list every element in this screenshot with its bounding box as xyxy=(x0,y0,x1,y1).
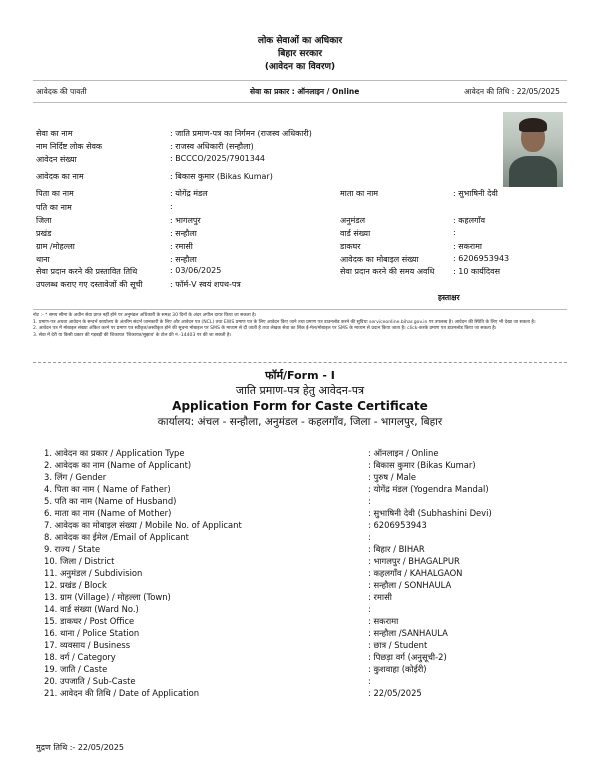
form-row-value: : बिहार / BIHAR xyxy=(368,544,425,554)
form-row-label: 18. वर्ग / Category xyxy=(44,652,116,662)
form-row-label: 9. राज्य / State xyxy=(44,544,101,554)
block-value: : सन्हौला xyxy=(170,229,197,238)
divider xyxy=(33,80,567,81)
form-row-label: 7. आवेदक का मोबाइल संख्या / Mobile No. of Applicant xyxy=(44,520,242,530)
form-row-label: 21. आवेदन की तिथि / Date of Application xyxy=(44,688,200,698)
form-row-label: 1. आवेदन का प्रकार / Application Type xyxy=(44,448,185,458)
form-row-label: 16. थाना / Police Station xyxy=(44,628,140,638)
note-line: 2. आवेदन पत्र में मोबाइल संख्या अंकित करने पर प्रमाण पत्र स्वीकृत/अस्वीकृत होने की सूचना मोबाइल पर SMS के माध्यम से दी जाती है तथा लेखक सेवा का लिंक ई-मेल/मोबाइल पर SMS के माध्यम से प्रदान किया जाता है। click-करके प्रमाण पत्र डाउनलोड किया जा सकता है। xyxy=(33,326,497,331)
form-row-value: : 6206953943 xyxy=(368,520,427,530)
ward-value: : xyxy=(453,228,456,237)
form-row-label: 3. लिंग / Gender xyxy=(44,472,107,482)
applicant-photo xyxy=(503,112,563,187)
subdivision-value: : कहलगाँव xyxy=(453,216,486,225)
form-row-label: 20. उपजाति / Sub-Caste xyxy=(44,676,136,686)
divider xyxy=(33,102,567,103)
receipt-label: आवेदक की पावती xyxy=(36,87,87,96)
form-row-value: : छात्र / Student xyxy=(368,640,428,650)
form-row-value: : xyxy=(368,676,371,686)
form-row-label: 6. माता का नाम (Name of Mother) xyxy=(44,508,172,518)
form-row-value: : 22/05/2025 xyxy=(368,688,422,698)
documents-label: उपलब्ध कराए गए दस्तावेजों की सूची xyxy=(36,280,143,289)
post-office-value: : सकरामा xyxy=(453,242,482,251)
police-station-label: थाना xyxy=(36,255,50,264)
mother-label: माता का नाम xyxy=(340,189,379,198)
form-subtitle-english: Application Form for Caste Certificate xyxy=(172,399,428,413)
form-row-label: 15. डाकघर / Post Office xyxy=(44,616,135,626)
district-value: : भागलपुर xyxy=(170,216,201,225)
form-subtitle-hindi: जाति प्रमाण-पत्र हेतु आवेदन-पत्र xyxy=(235,384,365,397)
detail-label: सेवा का नाम xyxy=(36,129,73,138)
form-row-value: : पिछड़ा वर्ग (अनुसूची-2) xyxy=(368,652,447,662)
form-row-label: 2. आवेदक का नाम (Name of Applicant) xyxy=(44,460,192,470)
form-row-value: : xyxy=(368,496,371,506)
form-row-value: : बिकास कुमार (Bikas Kumar) xyxy=(368,460,476,470)
form-row-value: : भागलपुर / BHAGALPUR xyxy=(368,556,460,566)
detail-label: नाम निर्दिष्ट लोक सेवक xyxy=(36,142,103,151)
mother-value: : सुभाषिनी देवी xyxy=(453,189,498,198)
form-row-value: : xyxy=(368,532,371,542)
detail-value: : जाति प्रमाण-पत्र का निर्गमन (राजस्व अधिकारी) xyxy=(170,129,312,138)
form-row-value: : xyxy=(368,604,371,614)
husband-label: पति का नाम xyxy=(36,203,72,212)
form-row-label: 14. वार्ड संख्या (Ward No.) xyxy=(44,604,139,614)
header-line-2: बिहार सरकार xyxy=(277,49,323,59)
police-station-value: : सन्हौला xyxy=(170,255,197,264)
note-line: नोट :- * समय सीमा के अधीन सेवा प्राप्त नहीं होने पर अनुमंडल अधिकारी के समक्ष 30 दिनों के अंदर अपील दायर किया जा सकता है। xyxy=(33,313,257,318)
detail-value: : बिकास कुमार (Bikas Kumar) xyxy=(170,172,273,181)
block-label: प्रखंड xyxy=(36,229,52,238)
form-row-value: : सन्हौला / SONHAULA xyxy=(368,580,452,590)
print-date: मुद्रण तिथि :- 22/05/2025 xyxy=(36,743,124,752)
village-label: ग्राम /मोहल्ला xyxy=(36,242,75,251)
detail-label: आवेदक का नाम xyxy=(36,172,84,181)
form-row-value: : पुरुष / Male xyxy=(368,472,417,482)
header-line-1: लोक सेवाओं का अधिकार xyxy=(257,36,343,46)
detail-value: : राजस्व अधिकारी (सन्हौला) xyxy=(170,142,254,151)
father-label: पिता का नाम xyxy=(36,189,74,198)
ward-label: वार्ड संख्या xyxy=(340,229,371,238)
proposed-date-value: : 03/06/2025 xyxy=(170,266,222,275)
note-line: 1. प्रमाण-पत्र अथवा आवेदन के सन्दर्भ कार्यालय के अंतरिम संदर्भ जानकारी के लिए और आवेदन पत्र (NCL) तथा EWS प्रमाण पत्र के लिए आवेदन किए जाने तथा प्रमाण पत्र डाउनलोड करने की सुविधा serviceonline.bihar.gov.in पर उपलब्ध है। आवेदन की स्थिति के लिए भी देखा जा सकता है। xyxy=(33,319,536,325)
duration-label: सेवा प्रदान करने की समय अवधि xyxy=(340,267,435,276)
mobile-label: आवेदक का मोबाइल संख्या xyxy=(340,255,419,264)
header-line-3: (आवेदन का विवरण) xyxy=(264,62,336,72)
duration-value: : 10 कार्यदिवस xyxy=(453,267,500,276)
divider xyxy=(33,362,567,363)
form-row-value: : कुशवाहा (कोईरी) xyxy=(368,664,427,674)
father-value: : योगेंद्र मंडल xyxy=(170,189,208,198)
form-title: फॉर्म/Form - I xyxy=(265,369,335,382)
subdivision-label: अनुमंडल xyxy=(340,216,366,225)
form-row-value: : रमासी xyxy=(368,592,392,602)
form-row-label: 10. जिला / District xyxy=(44,556,115,566)
form-row-label: 8. आवेदक का ईमेल /Email of Applicant xyxy=(44,532,189,542)
signature-label: हस्ताक्षर xyxy=(438,293,460,302)
form-row-label: 17. व्यवसाय / Business xyxy=(44,640,131,650)
form-row-value: : योगेंद्र मंडल (Yogendra Mandal) xyxy=(368,484,489,494)
office-line: कार्यालय: अंचल - सन्हौला, अनुमंडल - कहलगाँव, जिला - भागलपुर, बिहार xyxy=(157,416,443,428)
form-row-label: 11. अनुमंडल / Subdivision xyxy=(44,568,143,578)
husband-value: : xyxy=(170,202,173,211)
application-date: आवेदन की तिथि : 22/05/2025 xyxy=(464,87,560,96)
form-row-value: : सकरामा xyxy=(368,616,399,626)
mobile-value: : 6206953943 xyxy=(453,254,510,263)
detail-label: आवेदन संख्या xyxy=(36,155,77,164)
divider xyxy=(33,309,567,310)
service-type: सेवा का प्रकार : ऑनलाइन / Online xyxy=(250,87,360,96)
form-row-label: 5. पति का नाम (Name of Husband) xyxy=(44,496,177,506)
documents-value: : फॉर्म-V स्वयं शपथ-पत्र xyxy=(170,280,241,289)
form-row-value: : सन्हौला /SANHAULA xyxy=(368,628,448,638)
form-row-value: : कहलगाँव / KAHALGAON xyxy=(368,568,463,578)
form-row-label: 12. प्रखंड / Block xyxy=(44,580,107,590)
notes xyxy=(33,313,567,339)
form-row-value: : सुभाषिनी देवी (Subhashini Devi) xyxy=(368,508,492,518)
post-office-label: डाकघर xyxy=(340,242,361,251)
form-row-label: 13. ग्राम (Village) / मोहल्ला (Town) xyxy=(44,592,171,602)
village-value: : रमासी xyxy=(170,242,193,251)
district-label: जिला xyxy=(36,216,52,225)
form-row-label: 19. जाति / Caste xyxy=(44,664,108,674)
note-line: 3. सेवा में देरी या किसी प्रकार की गड़बड़ी की शिकायत 'शिकायत/सुझाव' के टोल फ्री नं.-14403 पर की जा सकती है। xyxy=(33,332,232,338)
detail-value: : BCCCO/2025/7901344 xyxy=(170,154,266,163)
form-row-label: 4. पिता का नाम ( Name of Father) xyxy=(44,484,171,494)
form-row-value: : ऑनलाइन / Online xyxy=(368,448,439,458)
proposed-date-label: सेवा प्रदान करने की प्रस्तावित तिथि xyxy=(36,267,138,276)
